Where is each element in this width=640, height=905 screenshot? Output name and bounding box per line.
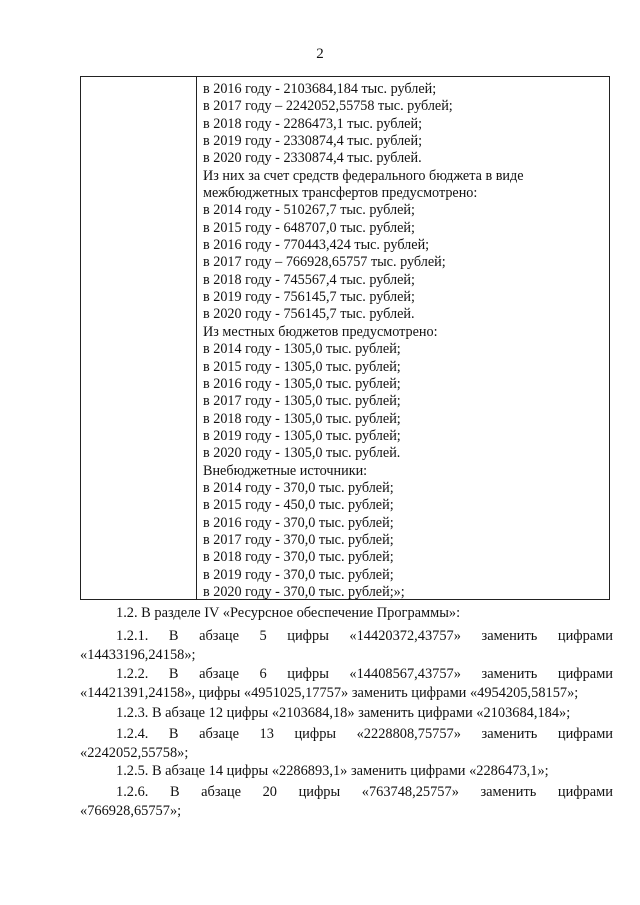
table-line: в 2014 году - 510267,7 тыс. рублей;: [203, 202, 415, 219]
paragraph-line: 1.2.6. В абзаце 20 цифры «763748,25757» заменить цифрами: [116, 784, 613, 800]
table-line: в 2017 году – 2242052,55758 тыс. рублей;: [203, 98, 453, 115]
table-line: в 2017 году - 370,0 тыс. рублей;: [203, 531, 394, 548]
table-line: в 2014 году - 370,0 тыс. рублей;: [203, 479, 394, 496]
table-line: в 2018 году - 1305,0 тыс. рублей;: [203, 410, 401, 427]
table-line: в 2018 году - 745567,4 тыс. рублей;: [203, 271, 415, 288]
paragraph-1-2-6: [80, 783, 613, 821]
paragraph-1-2-5: 1.2.5. В абзаце 14 цифры «2286893,1» заменить цифрами «2286473,1»;: [116, 763, 549, 779]
paragraph-line: 1.2.4. В абзаце 13 цифры «2228808,75757» заменить цифрами: [116, 726, 613, 742]
paragraph-line: 1.2.2. В абзаце 6 цифры «14408567,43757» заменить цифрами: [116, 666, 613, 682]
table-line: в 2015 году - 648707,0 тыс. рублей;: [203, 219, 415, 236]
paragraph-line: 1.2.1. В абзаце 5 цифры «14420372,43757» заменить цифрами: [116, 628, 613, 644]
table-line: в 2019 году - 756145,7 тыс. рублей;: [203, 289, 415, 306]
page-number: 2: [316, 46, 324, 62]
table-line: межбюджетных трансфертов предусмотрено:: [203, 185, 478, 202]
table-line: Из них за счет средств федерального бюджета в виде: [203, 167, 524, 184]
table-line: Внебюджетные источники:: [203, 462, 368, 479]
paragraph-line: «14421391,24158», цифры «4951025,17757» заменить цифрами «4954205,58157»;: [80, 685, 579, 701]
table-line: в 2015 году - 450,0 тыс. рублей;: [203, 497, 394, 514]
table-line: в 2020 году - 370,0 тыс. рублей;»;: [203, 583, 405, 600]
paragraph-line: «14433196,24158»;: [80, 647, 196, 663]
paragraph-1-2-1: [80, 627, 613, 665]
table-line: в 2017 году – 766928,65757 тыс. рублей;: [203, 254, 446, 271]
table-line: в 2020 году - 1305,0 тыс. рублей.: [203, 445, 401, 462]
table-line: в 2017 году - 1305,0 тыс. рублей;: [203, 393, 401, 410]
table-line: в 2016 году - 1305,0 тыс. рублей;: [203, 375, 401, 392]
funding-table: [80, 76, 610, 600]
paragraph-line: «2242052,55758»;: [80, 745, 189, 761]
table-line: в 2020 году - 756145,7 тыс. рублей.: [203, 306, 415, 323]
paragraph-1-2: 1.2. В разделе IV «Ресурсное обеспечение Программы»:: [116, 605, 461, 621]
table-line: в 2018 году - 370,0 тыс. рублей;: [203, 549, 394, 566]
paragraph-line: «766928,65757»;: [80, 803, 182, 819]
paragraph-1-2-2: [80, 665, 613, 703]
table-line: в 2016 году - 2103684,184 тыс. рублей;: [203, 81, 437, 97]
table-line: в 2015 году - 1305,0 тыс. рублей;: [203, 358, 401, 375]
table-line: в 2019 году - 370,0 тыс. рублей;: [203, 566, 394, 583]
paragraph-1-2-3: 1.2.3. В абзаце 12 цифры «2103684,18» заменить цифрами «2103684,184»;: [116, 705, 571, 721]
table-line: в 2016 году - 370,0 тыс. рублей;: [203, 514, 394, 531]
table-line: в 2019 году - 1305,0 тыс. рублей;: [203, 427, 401, 444]
table-line: в 2014 году - 1305,0 тыс. рублей;: [203, 341, 401, 358]
table-line: в 2018 году - 2286473,1 тыс. рублей;: [203, 115, 423, 132]
table-column-divider: [196, 77, 197, 599]
table-line: в 2019 году - 2330874,4 тыс. рублей;: [203, 133, 423, 150]
table-line: Из местных бюджетов предусмотрено:: [203, 323, 438, 340]
table-line: в 2016 году - 770443,424 тыс. рублей;: [203, 237, 430, 254]
funding-table-content-cell: [203, 81, 605, 601]
table-line: в 2020 году - 2330874,4 тыс. рублей.: [203, 150, 422, 167]
paragraph-1-2-4: [80, 725, 613, 763]
